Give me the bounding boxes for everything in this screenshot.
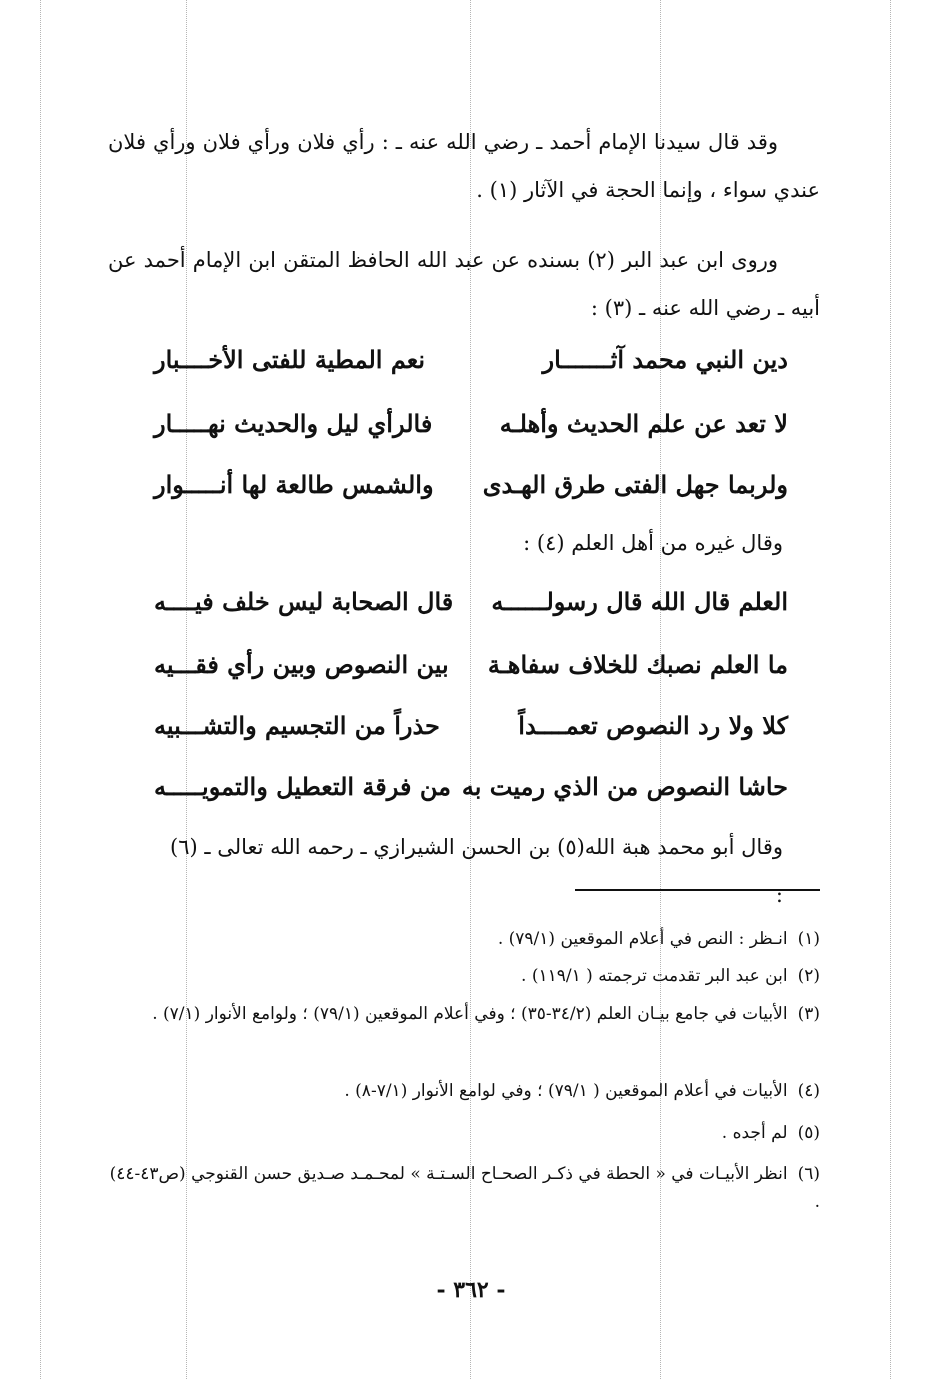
paragraph-shirazi: وقال أبو محمد هبة الله(٥) بن الحسن الشيرازي ـ رحمه الله تعالى ـ (٦) : [170, 835, 784, 907]
paragraph-ahmad-quote: وقد قال سيدنا الإمام أحمد ـ رضي الله عنه ـ : رأي فلان ورأي فلان ورأي فلان عندي سواء ، وإنما الحجة في الآثار (١) . [108, 130, 820, 202]
footnote-2: (٢)ابن عبد البر تقدمت ترجمته ( ١١٩/١) . [521, 966, 820, 986]
page-number: - ٣٦٢ - [436, 1277, 506, 1303]
verse-5-hemistich-right: ما العلم نصبك للخلاف سفاهـة [487, 650, 788, 679]
paragraph-ibn-abd-al-barr: وروى ابن عبد البر (٢) بسنده عن عبد الله الحافظ المتقن ابن الإمام أحمد عن أبيه ـ رضي الله عنه ـ (٣) : [108, 248, 820, 320]
verse-3-hemistich-right: ولربما جهل الفتى طرق الهـدى [482, 470, 788, 499]
verse-7-hemistich-right: حاشا النصوص من الذي رميت به [461, 772, 788, 801]
paragraph-other-scholars: وقال غيره من أهل العلم (٤) : [523, 531, 783, 555]
verse-6-hemistich-right: كلا ولا رد النصوص تعمــــداً [518, 711, 788, 740]
verse-7-hemistich-left: من فرقة التعطيل والتمويـــــه [154, 772, 451, 801]
verse-1-hemistich-right: دين النبي محمد آثـــــــار [542, 345, 788, 374]
verse-4-hemistich-left: قال الصحابة ليس خلف فيــــه [154, 587, 454, 616]
footnote-4: (٤)الأبيات في أعلام الموقعين ( ٧٩/١) ؛ وفي لوامع الأنوار (٧/١-٨) . [344, 1081, 820, 1101]
verse-2-hemistich-left: فالرأي ليل والحديث نهـــــار [154, 409, 433, 438]
footnote-3: (٣)الأبيات في جامع بيـان العلم (٣٤/٢-٣٥) ؛ وفي أعلام الموقعين (٧٩/١) ؛ ولوامع الأنوار (٧/١) . [152, 1004, 820, 1024]
footnote-1: (١)انـظر : النص في أعلام الموقعين (٧٩/١) . [497, 929, 820, 949]
verse-4-hemistich-right: العلم قال الله قال رسولــــــه [491, 587, 788, 616]
footnote-6: (٦)انظر الأبيـات في « الحطة في ذكـر الصحـاح السـتـة » لمحـمـد صـديق حسن القنوجي (ص٤٣-٤٤) . [109, 1164, 820, 1212]
verse-3-hemistich-left: والشمس طالعة لها أنـــــوار [154, 470, 434, 499]
verse-5-hemistich-left: بين النصوص وبين رأي فقـــيه [154, 650, 449, 679]
verse-6-hemistich-left: حذراً من التجسيم والتشـــبيه [154, 711, 440, 740]
verse-2-hemistich-right: لا تعد عن علم الحديث وأهلـه [499, 409, 788, 438]
footnote-separator [575, 889, 820, 891]
verse-1-hemistich-left: نعم المطية للفتى الأخــــبار [154, 345, 426, 374]
scan-guide-line [40, 0, 41, 1379]
footnote-5: (٥)لم أجده . [721, 1123, 820, 1143]
scan-guide-line [890, 0, 891, 1379]
